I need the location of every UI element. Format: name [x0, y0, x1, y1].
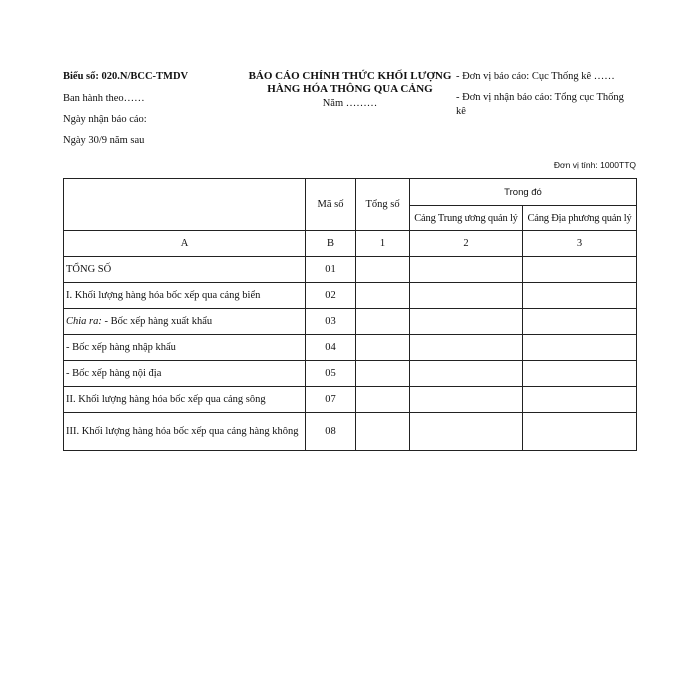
header-blank-cell	[64, 179, 306, 231]
row-label: - Bốc xếp hàng nhập khẩu	[64, 335, 306, 361]
total-cell[interactable]	[356, 361, 410, 387]
local-cell[interactable]	[523, 335, 637, 361]
total-cell[interactable]	[356, 413, 410, 451]
report-date-label: Ngày nhận báo cáo:	[63, 114, 147, 125]
index-row	[64, 231, 637, 257]
row-code: 03	[306, 309, 356, 335]
total-cell[interactable]	[356, 283, 410, 309]
unit-note: Đơn vị tính: 1000TTQ	[553, 160, 636, 170]
local-cell[interactable]	[523, 283, 637, 309]
local-cell[interactable]	[523, 413, 637, 451]
index-cell-a: A	[64, 231, 306, 257]
row-label: - Bốc xếp hàng nội địa	[64, 361, 306, 387]
report-table	[63, 178, 637, 451]
total-cell[interactable]	[356, 387, 410, 413]
index-cell-3: 3	[523, 231, 637, 257]
report-deadline: Ngày 30/9 năm sau	[63, 135, 145, 146]
col-total-header: Tổng số	[356, 179, 410, 231]
local-cell[interactable]	[523, 387, 637, 413]
central-cell[interactable]	[410, 387, 523, 413]
total-cell[interactable]	[356, 257, 410, 283]
total-cell[interactable]	[356, 335, 410, 361]
row-label-text: - Bốc xếp hàng xuất khẩu	[101, 316, 213, 327]
col-central-header: Cảng Trung ương quản lý	[410, 206, 523, 231]
row-code: 07	[306, 387, 356, 413]
table-row	[64, 387, 637, 413]
row-code: 02	[306, 283, 356, 309]
row-label: I. Khối lượng hàng hóa bốc xếp qua cảng biển	[64, 283, 306, 309]
reporting-unit: - Đơn vị báo cáo: Cục Thống kê ……	[456, 71, 615, 82]
table-row	[64, 413, 637, 451]
central-cell[interactable]	[410, 257, 523, 283]
local-cell[interactable]	[523, 361, 637, 387]
row-label: II. Khối lượng hàng hóa bốc xếp qua cảng sông	[64, 387, 306, 413]
index-cell-b: B	[306, 231, 356, 257]
central-cell[interactable]	[410, 413, 523, 451]
row-label-italic: Chia ra:	[66, 316, 102, 327]
total-cell[interactable]	[356, 309, 410, 335]
table-row	[64, 283, 637, 309]
receiving-unit: - Đơn vị nhận báo cáo: Tổng cục Thống kê	[456, 92, 624, 117]
table-row	[64, 335, 637, 361]
report-title-line1: BÁO CÁO CHÍNH THỨC KHỐI LƯỢNG	[248, 70, 452, 82]
report-year: Năm ………	[322, 98, 378, 109]
central-cell[interactable]	[410, 283, 523, 309]
central-cell[interactable]	[410, 335, 523, 361]
table-row	[64, 257, 637, 283]
row-code: 01	[306, 257, 356, 283]
row-label	[64, 309, 306, 335]
row-label: TỔNG SỐ	[64, 257, 306, 283]
report-title	[240, 70, 460, 96]
table-row	[64, 309, 637, 335]
col-group-header: Trong đó	[410, 179, 637, 206]
row-code: 08	[306, 413, 356, 451]
row-code: 04	[306, 335, 356, 361]
central-cell[interactable]	[410, 361, 523, 387]
col-local-header: Cảng Địa phương quản lý	[523, 206, 637, 231]
local-cell[interactable]	[523, 257, 637, 283]
row-label: III. Khối lượng hàng hóa bốc xếp qua cảng hàng không	[64, 413, 306, 451]
central-cell[interactable]	[410, 309, 523, 335]
table-row	[64, 361, 637, 387]
index-cell-2: 2	[410, 231, 523, 257]
report-title-line2: HÀNG HÓA THÔNG QUA CẢNG	[267, 83, 433, 95]
local-cell[interactable]	[523, 309, 637, 335]
row-code: 05	[306, 361, 356, 387]
col-code-header: Mã số	[306, 179, 356, 231]
issued-by: Ban hành theo……	[63, 93, 145, 104]
form-code: Biểu số: 020.N/BCC-TMDV	[63, 71, 189, 82]
index-cell-1: 1	[356, 231, 410, 257]
